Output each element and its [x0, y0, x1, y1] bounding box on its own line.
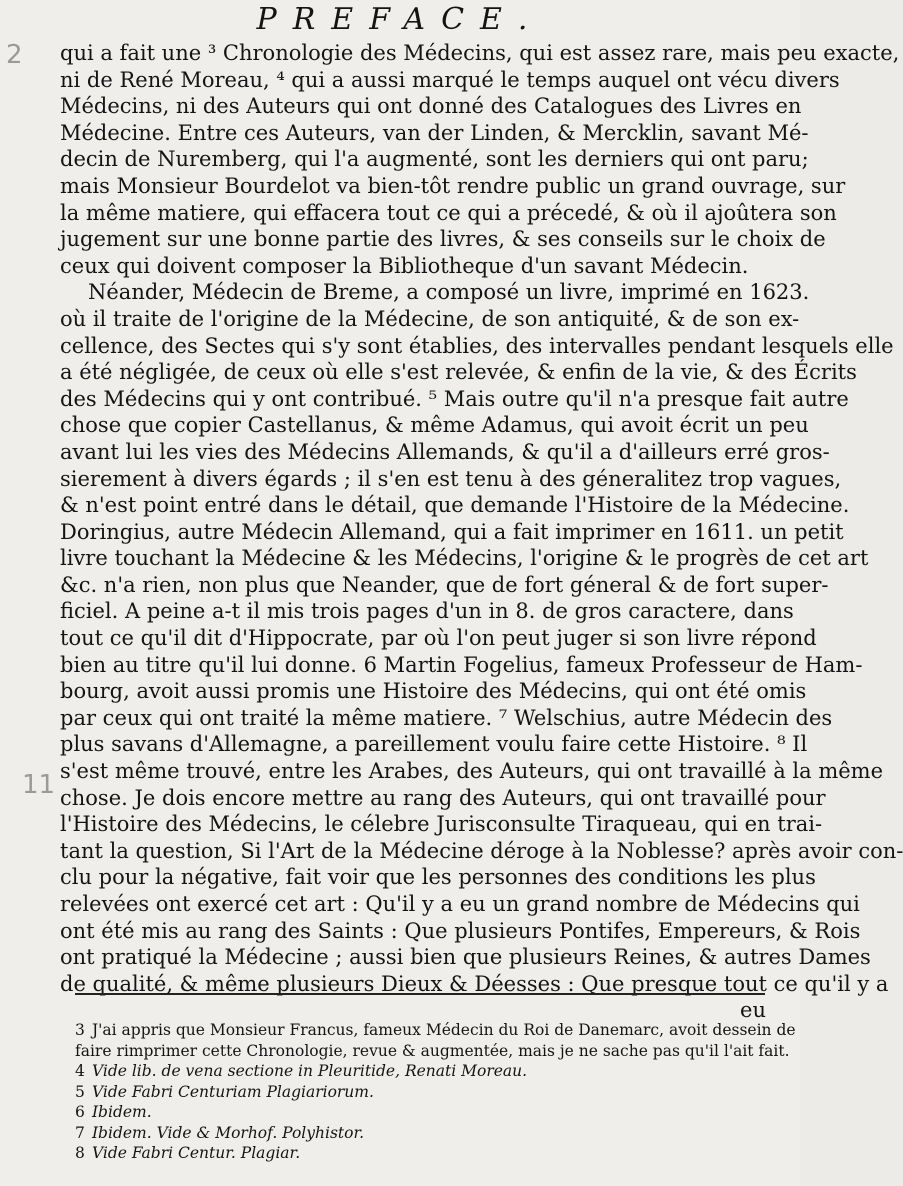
footnote-number: 3 [75, 1021, 85, 1039]
text-line: mais Monsieur Bourdelot va bien-tôt rendre public un grand ouvrage, sur [60, 173, 846, 198]
footnote-text: Vide lib. de vena sectione in Pleuritide, Renati Moreau. [91, 1062, 528, 1080]
text-line: Médecine. Entre ces Auteurs, van der Linden, & Mercklin, savant Mé- [60, 120, 809, 145]
text-line: bourg, avoit aussi promis une Histoire des Médecins, qui ont été omis [60, 679, 807, 704]
catchword: eu [740, 998, 766, 1023]
text-line: &c. n'a rien, non plus que Neander, que de fort géneral & de fort super- [60, 572, 829, 597]
text-line: plus savans d'Allemagne, a pareillement voulu faire cette Histoire. ⁸ Il [60, 732, 808, 757]
text-line: qui a fait une ³ Chronologie des Médecins, qui est assez rare, mais peu exacte, [60, 41, 900, 65]
text-line: Néander, Médecin de Breme, a composé un livre, imprimé en 1623. [88, 280, 810, 305]
text-line: a été négligée, de ceux où elle s'est relevée, & enfin de la vie, & des Écrits [60, 360, 857, 385]
footnote-number: 7 [75, 1123, 85, 1142]
text-line: relevées ont exercé cet art : Qu'il y a eu un grand nombre de Médecins qui [60, 892, 860, 916]
text-line: ni de René Moreau, ⁴ qui a aussi marqué le temps auquel ont vécu divers [60, 67, 840, 92]
text-line: par ceux qui ont traité la même matiere. ⁷ Welschius, autre Médecin des [60, 705, 833, 730]
text-line: Doringius, autre Médecin Allemand, qui a fait imprimer en 1611. un petit [60, 519, 844, 544]
text-line: livre touchant la Médecine & les Médecins, l'origine & le progrès de cet art [60, 546, 869, 571]
footnote-3 [75, 1020, 796, 1041]
footnote-text: Vide Fabri Centuriam Plagiariorum. [91, 1082, 374, 1101]
body-text [60, 40, 903, 1024]
text-line: bien au titre qu'il lui donne. 6 Martin Fogelius, fameux Professeur de Ham- [60, 652, 863, 677]
margin-pencil-mark: 11 [22, 770, 56, 800]
text-line: chose. Je dois encore mettre au rang des Auteurs, qui ont travaillé pour [60, 785, 826, 810]
text-line: & n'est point entré dans le détail, que demande l'Histoire de la Médecine. [60, 493, 850, 518]
text-line: cellence, des Sectes qui s'y sont établies, des intervalles pendant lesquels elle [60, 333, 894, 358]
margin-pencil-mark: 2 [6, 40, 23, 70]
text-line: ont été mis au rang des Saints : Que plusieurs Pontifes, Empereurs, & Rois [60, 918, 861, 943]
footnote-5 [75, 1082, 765, 1103]
text-line: ceux qui doivent composer la Bibliotheque d'un savant Médecin. [60, 253, 749, 278]
text-line: clu pour la négative, fait voir que les personnes des conditions les plus [60, 865, 816, 890]
footnote-number: 5 [75, 1082, 85, 1101]
text-line: decin de Nuremberg, qui l'a augmenté, sont les derniers qui ont paru; [60, 147, 809, 172]
footnote-text: Vide Fabri Centur. Plagiar. [91, 1144, 301, 1162]
running-header: PREFACE. [256, 2, 544, 37]
footnote-text: J'ai appris que Monsieur Francus, fameux Médecin du Roi de Danemarc, avoit dessein de [91, 1021, 796, 1039]
footnote-divider [75, 993, 765, 995]
footnote-text: Ibidem. Vide & Morhof. Polyhistor. [91, 1123, 365, 1142]
footnote-4 [75, 1061, 765, 1082]
text-line: la même matiere, qui effacera tout ce qui a précedé, & où il ajoûtera son [60, 200, 837, 225]
text-line: chose que copier Castellanus, & même Adamus, qui avoit écrit un peu [60, 413, 809, 438]
footnote-number: 6 [75, 1103, 85, 1121]
footnote-3-continued [75, 1041, 790, 1062]
footnote-8 [75, 1143, 765, 1164]
text-line: de qualité, & même plusieurs Dieux & Déesses : Que presque tout ce qu'il y a [60, 971, 889, 996]
text-line: l'Histoire des Médecins, le célebre Jurisconsulte Tiraqueau, qui en trai- [60, 812, 823, 837]
footnote-number: 4 [75, 1062, 85, 1080]
footnote-7 [75, 1123, 765, 1144]
text-line: ont pratiqué la Médecine ; aussi bien que plusieurs Reines, & autres Dames [60, 945, 871, 970]
text-line: sierement à divers égards ; il s'en est tenu à des géneralitez trop vagues, [60, 466, 842, 491]
text-line: où il traite de l'origine de la Médecine, de son antiquité, & de son ex- [60, 306, 800, 331]
text-line: s'est même trouvé, entre les Arabes, des Auteurs, qui ont travaillé à la même [60, 759, 883, 784]
text-line: ficiel. A peine a-t il mis trois pages d'un in 8. de gros caractere, dans [60, 599, 794, 624]
text-line: des Médecins qui y ont contribué. ⁵ Mais outre qu'il n'a presque fait autre [60, 386, 849, 411]
text-line: tout ce qu'il dit d'Hippocrate, par où l'on peut juger si son livre répond [60, 626, 817, 651]
footnotes [75, 1020, 796, 1164]
text-line: jugement sur une bonne partie des livres, & ses conseils sur le choix de [60, 227, 826, 252]
text-line: Médecins, ni des Auteurs qui ont donné des Catalogues des Livres en [60, 94, 802, 119]
footnote-6 [75, 1102, 765, 1123]
footnote-text: Ibidem. [91, 1103, 152, 1121]
text-line: avant lui les vies des Médecins Allemands, & qu'il a d'ailleurs erré gros- [60, 439, 830, 464]
footnote-number: 8 [75, 1144, 85, 1162]
footnote-text: faire rimprimer cette Chronologie, revue & augmentée, mais je ne sache pas qu'il l'ait fait. [75, 1041, 790, 1060]
text-line: tant la question, Si l'Art de la Médecine déroge à la Noblesse? après avoir con- [60, 838, 903, 863]
